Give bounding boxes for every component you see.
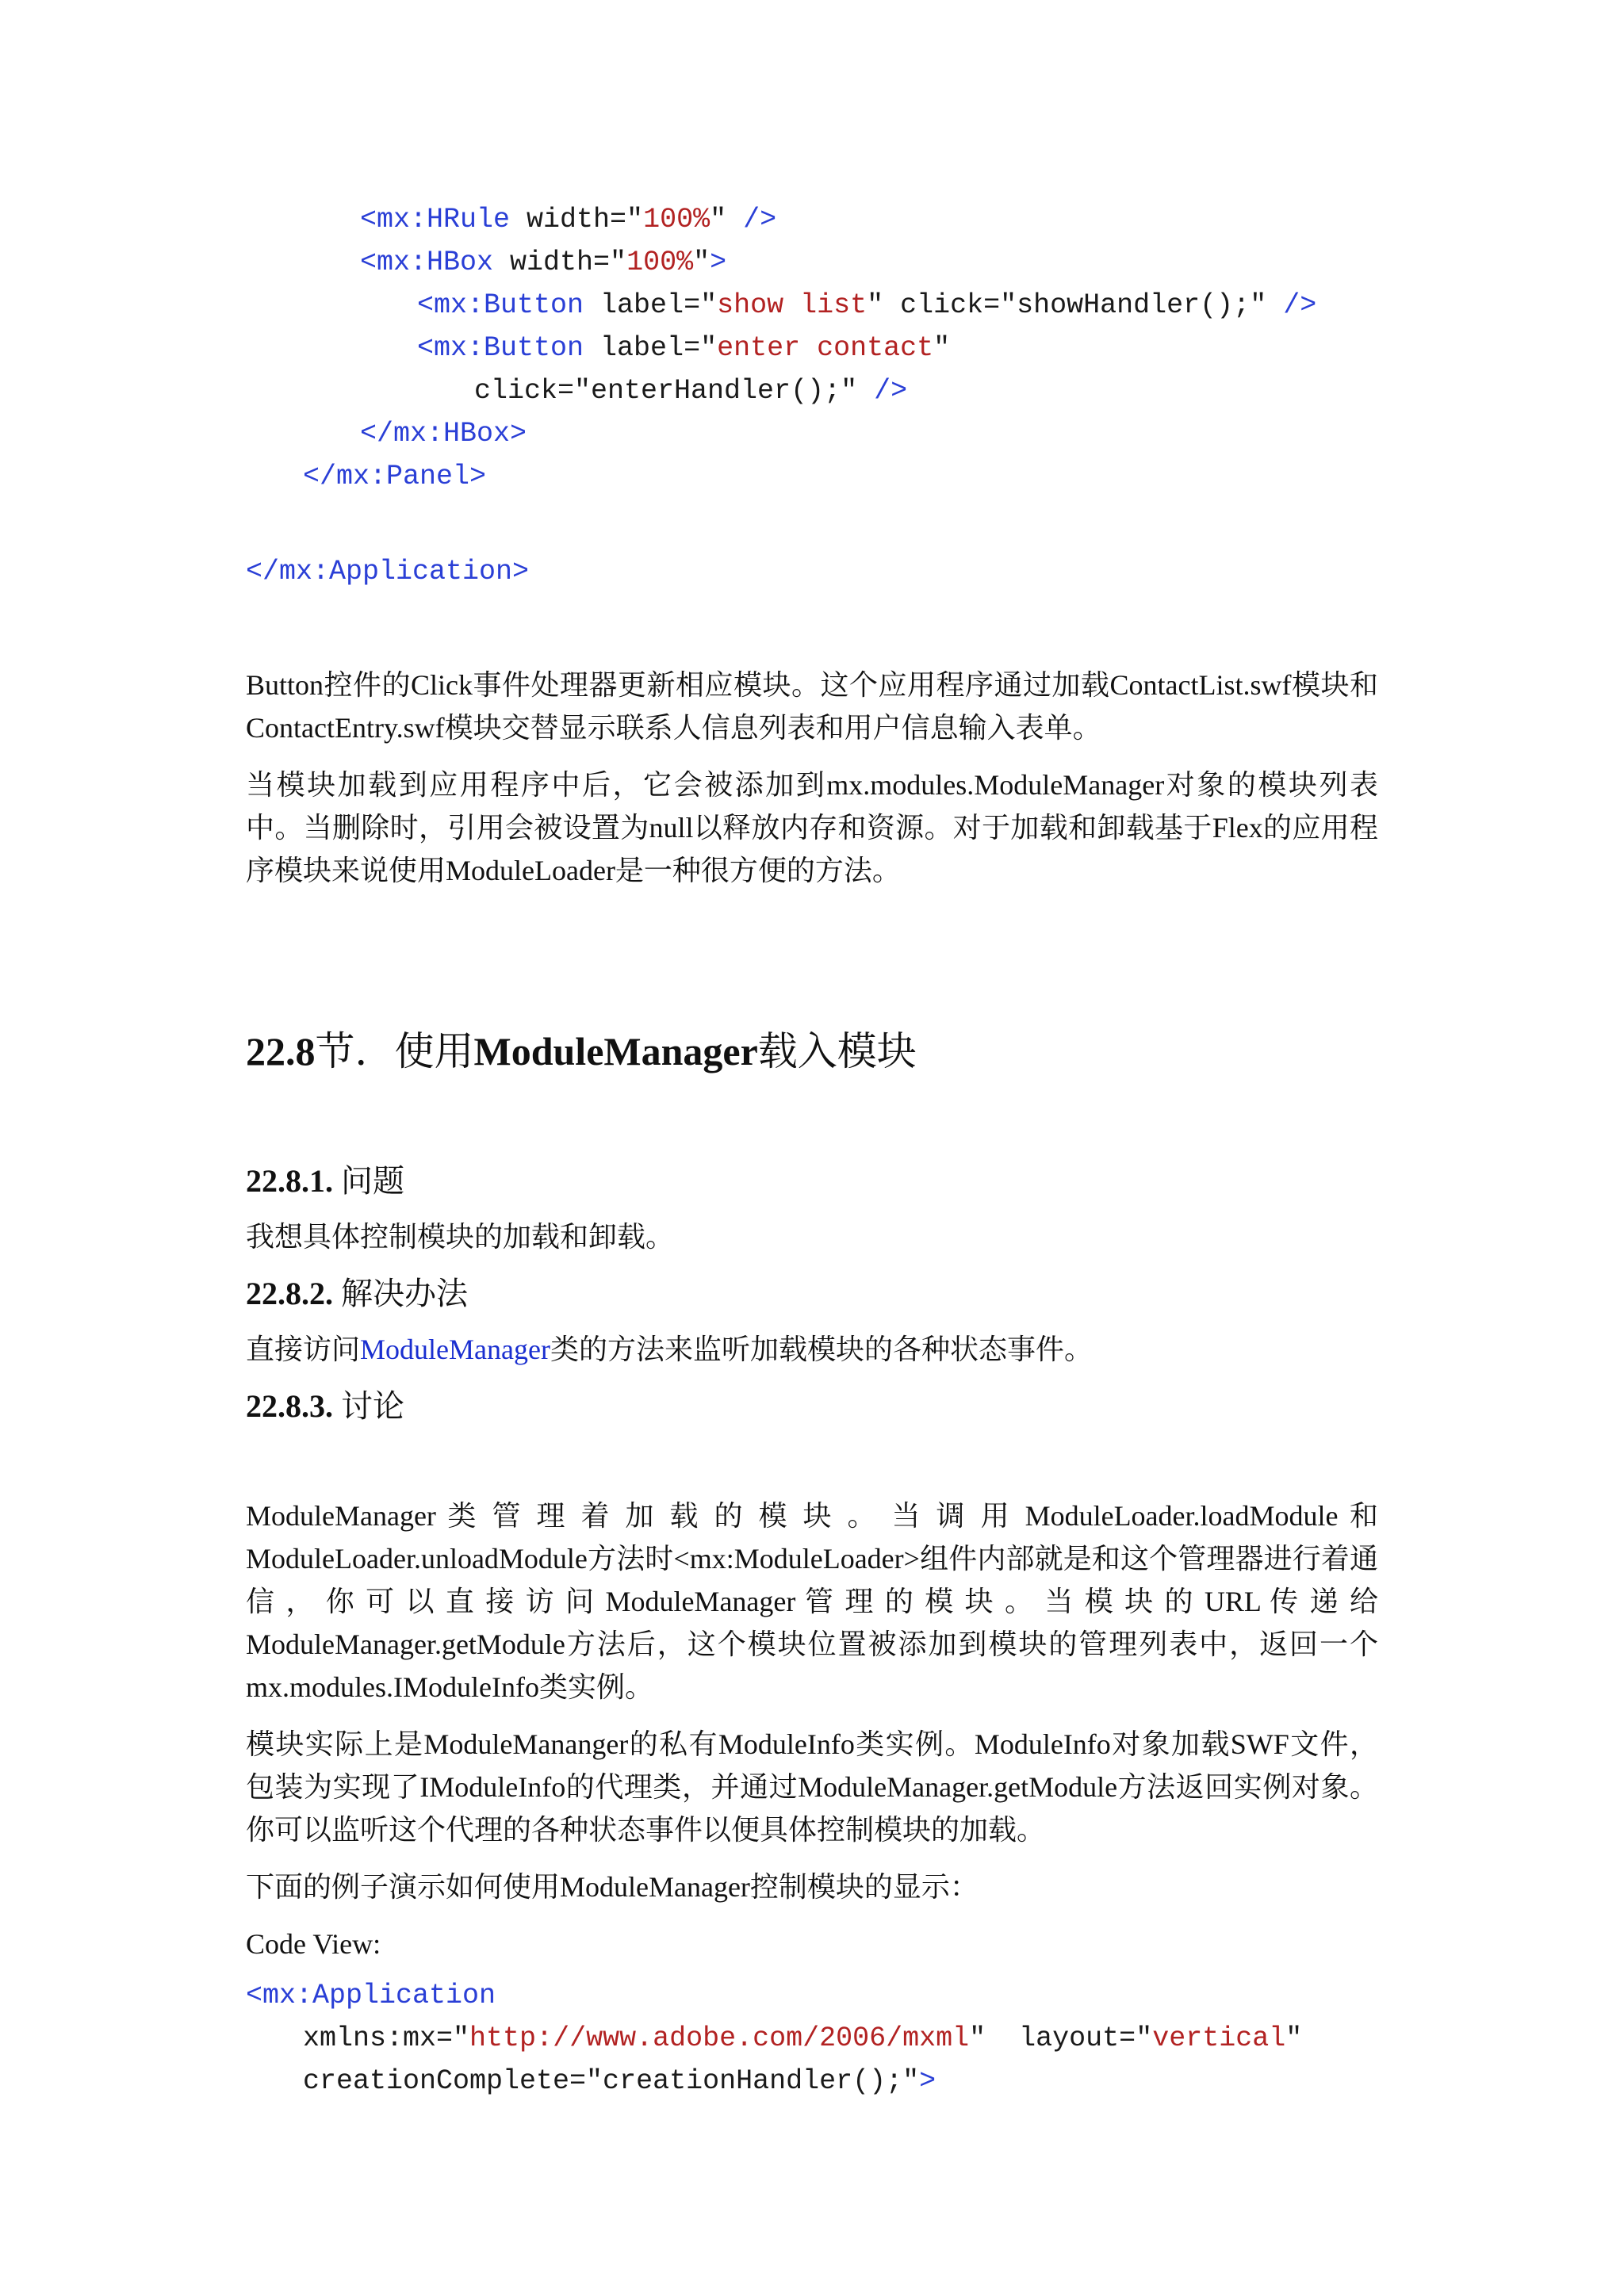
subsection-number: 22.8.2.	[246, 1276, 333, 1311]
code-tag: />	[1283, 289, 1317, 321]
code-text: width="	[510, 204, 644, 235]
code-text: label="	[584, 289, 718, 321]
code-text: click="enterHandler();"	[474, 375, 875, 407]
code-line	[246, 241, 1316, 284]
section-title-bold: ModuleManager	[473, 1029, 758, 1073]
code-line	[246, 369, 1316, 412]
code-line	[246, 2060, 1302, 2103]
section-title-prefix: 节．使用	[315, 1029, 474, 1073]
code-string: vertical	[1152, 2022, 1286, 2054]
code-tag: >	[919, 2065, 936, 2097]
subsection-heading-discussion	[246, 1381, 404, 1426]
code-line	[246, 455, 1316, 498]
solution-text	[246, 1327, 1093, 1368]
code-tag: </mx:Panel>	[303, 461, 487, 492]
code-tag: </mx:Application>	[246, 556, 530, 587]
section-title-suffix: 载入模块	[757, 1029, 917, 1073]
problem-text: 我想具体控制模块的加载和卸载。	[246, 1221, 675, 1253]
code-text: width="	[493, 247, 627, 278]
paragraph: Button控件的Click事件处理器更新相应模块。这个应用程序通过加载ContactList.swf模块和ContactEntry.swf模块交替显示联系人信息列表和用户信息输入表单。	[246, 669, 1378, 744]
code-tag: <mx:HRule	[360, 204, 511, 235]
code-line	[246, 1974, 1302, 2017]
code-tag: <mx:Button	[417, 289, 584, 321]
paragraph: 模块实际上是ModuleMananger的私有ModuleInfo类实例。ModuleInfo对象加载SWF文件，包装为实现了IModuleInfo的代理类，并通过ModuleManager.getModule方法返回实例对象。你可以监听这个代理的各种状态事件以便具体控制模块的加载。	[246, 1728, 1378, 1846]
code-line	[246, 284, 1316, 327]
code-text: " click="showHandler();"	[867, 289, 1284, 321]
code-line	[246, 198, 1316, 241]
code-line	[246, 327, 1316, 369]
code-tag: />	[743, 204, 777, 235]
code-block-bottom	[246, 1974, 1302, 2103]
paragraph: ModuleManager 类 管 理 着 加 载 的 模 块 。 当 调 用 ModuleLoader.loadModule 和 ModuleLoader.unloadModule方法时<mx:ModuleLoader>组件内部就是和这个管理器进行着通 信 ， 你 可 以 直 接 访 问 ModuleManager 管 理 的 模 块 。 当 模 块 的 URL 传 递 给 ModuleManager.getModule方法后，这个模块位置被添加到模块的管理列表中，返回一个mx.modules.IModuleInfo类实例。	[246, 1500, 1378, 1703]
section-number: 22.8	[246, 1029, 316, 1073]
code-tag: <mx:HBox	[360, 247, 494, 278]
solution-text-pre: 直接访问	[246, 1334, 361, 1365]
code-text: creationComplete="creationHandler();"	[303, 2065, 920, 2097]
code-block-top	[246, 198, 1316, 498]
code-tag: <mx:Button	[417, 332, 584, 364]
subsection-title: 讨论	[341, 1388, 404, 1424]
code-text: "	[693, 247, 710, 278]
modulemanager-link[interactable]: ModuleManager	[360, 1334, 550, 1365]
code-string: 100%	[643, 204, 710, 235]
code-block-close	[246, 550, 529, 593]
subsection-title: 问题	[341, 1163, 404, 1199]
code-string: enter contact	[717, 332, 934, 364]
paragraph-block-1	[246, 664, 1378, 906]
code-text: "	[933, 332, 951, 364]
code-tag: >	[710, 247, 727, 278]
code-line	[246, 412, 1316, 455]
paragraph: 下面的例子演示如何使用ModuleManager控制模块的显示：	[246, 1871, 979, 1903]
code-text: xmlns:mx="	[303, 2022, 470, 2054]
code-text: "	[710, 204, 744, 235]
code-line	[246, 550, 529, 593]
code-text: label="	[584, 332, 718, 364]
code-string: show list	[717, 289, 868, 321]
code-tag: />	[874, 375, 908, 407]
code-tag: </mx:HBox>	[360, 418, 527, 450]
subsection-number: 22.8.1.	[246, 1163, 333, 1199]
subsection-number: 22.8.3.	[246, 1388, 333, 1424]
subsection-heading-problem	[246, 1156, 404, 1201]
code-string: http://www.adobe.com/2006/mxml	[469, 2022, 970, 2054]
code-tag: <mx:Application	[246, 1980, 496, 2011]
section-heading	[246, 1020, 917, 1077]
solution-text-post: 类的方法来监听加载模块的各种状态事件。	[550, 1334, 1093, 1365]
code-view-label: Code View:	[246, 1928, 381, 1960]
paragraph: 当模块加载到应用程序中后，它会被添加到mx.modules.ModuleManager对象的模块列表中。当删除时，引用会被设置为null以释放内存和资源。对于加载和卸载基于Flex的应用程序模块来说使用ModuleLoader是一种很方便的方法。	[246, 769, 1378, 886]
code-text: "	[1285, 2022, 1303, 2054]
code-text: " layout="	[969, 2022, 1153, 2054]
subsection-title: 解决办法	[341, 1276, 468, 1311]
subsection-heading-solution	[246, 1269, 468, 1314]
paragraph-block-2	[246, 1494, 1378, 1980]
code-line	[246, 2017, 1302, 2060]
code-string: 100%	[626, 247, 694, 278]
